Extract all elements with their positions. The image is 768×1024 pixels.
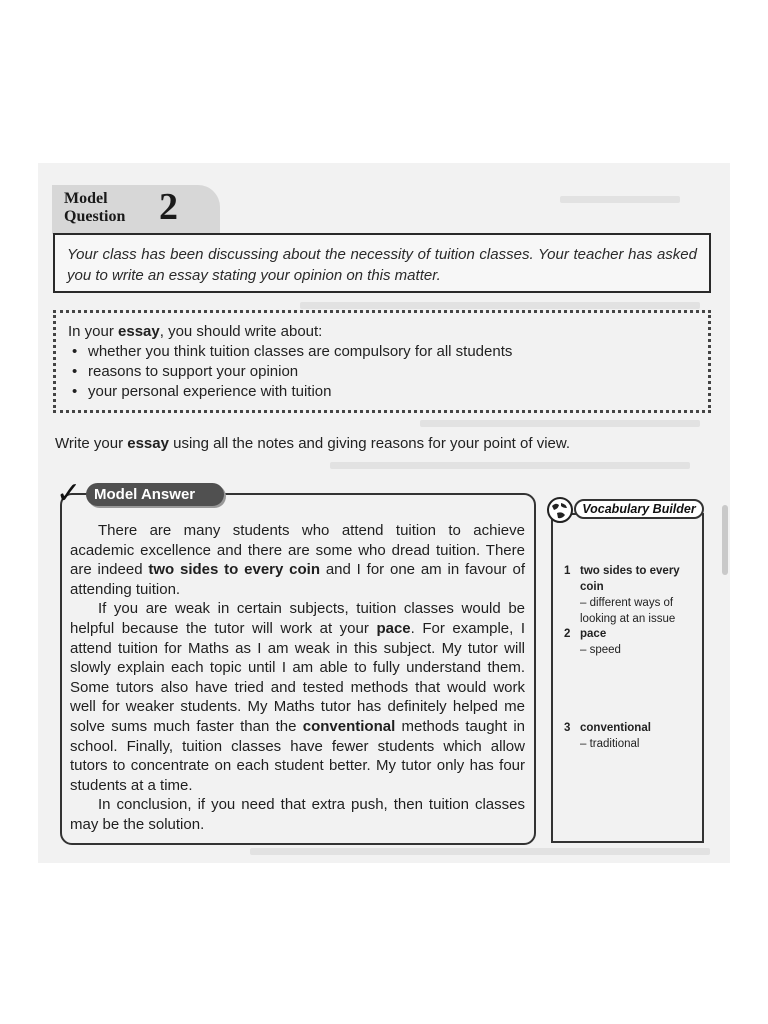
vocab-item: 3 conventional – traditional (564, 720, 704, 752)
notes-intro: In your essay, you should write about: (68, 323, 323, 340)
vocab-definition: – speed (580, 644, 621, 656)
vocab-definition: – different ways of looking at an issue (580, 597, 676, 625)
show-through-text (300, 302, 700, 309)
vocab-item: 1 two sides to every coin – different ways of looking at an issue (564, 563, 704, 627)
model-answer-title: Model Answer (86, 483, 224, 506)
answer-paragraph-2: If you are weak in certain subjects, tuition classes would be helpful because the tutor will work at your pace. For example, I attend tuition for Maths as I am weak in this subject. My tutor will slowly explain each topic until I am able to fully understand them. Some tutors also have tried and tested methods that would work well for weaker students. My Maths tutor has definitely helped me solve sums much faster than the conventional methods taught in school. Finally, tuition classes have fewer students which allow tutors to concentrate on each student better. My tutor only has four students at a time. (70, 600, 526, 794)
show-through-text (330, 462, 690, 469)
vocab-definition: – traditional (580, 738, 640, 750)
vocabulary-builder-title: Vocabulary Builder (574, 499, 704, 519)
show-through-text (560, 196, 680, 203)
show-through-text (420, 420, 700, 427)
checkmark-icon: ✓ (56, 476, 82, 511)
vocab-item: 2 pace – speed (564, 626, 704, 658)
answer-paragraph-1: There are many students who attend tuition to achieve academic excellence and there are some who dread tuition. There are indeed two sides to every coin and I for one am in favour of attending tuition. (70, 522, 525, 598)
vocab-term: two sides to every coin (580, 565, 680, 593)
model-answer-box (60, 493, 536, 845)
show-through-text (250, 848, 710, 855)
globe-icon (546, 496, 574, 524)
vocab-term: conventional (580, 722, 651, 734)
writing-instruction: Write your essay using all the notes and giving reasons for your point of view. (55, 435, 571, 452)
answer-paragraph-3: In conclusion, if you need that extra push, then tuition classes may be the solution. (70, 796, 525, 833)
page-edge (722, 505, 728, 575)
vocab-term: pace (580, 628, 607, 640)
model-question-number: 2 (159, 186, 178, 228)
notes-bullet: • whether you think tuition classes are compulsory for all students (72, 342, 696, 362)
notes-bullet: • your personal experience with tuition (72, 382, 696, 402)
question-prompt: Your class has been discussing about the necessity of tuition classes. Your teacher has asked you to write an essay stating your opinion on this matter. (53, 233, 711, 293)
model-question-label (64, 190, 125, 226)
notes-box (53, 310, 711, 413)
notes-bullet: • reasons to support your opinion (72, 362, 696, 382)
notes-list (68, 342, 696, 402)
model-question-label-line2: Question (64, 208, 126, 225)
model-question-label-line1: Model (64, 190, 108, 207)
